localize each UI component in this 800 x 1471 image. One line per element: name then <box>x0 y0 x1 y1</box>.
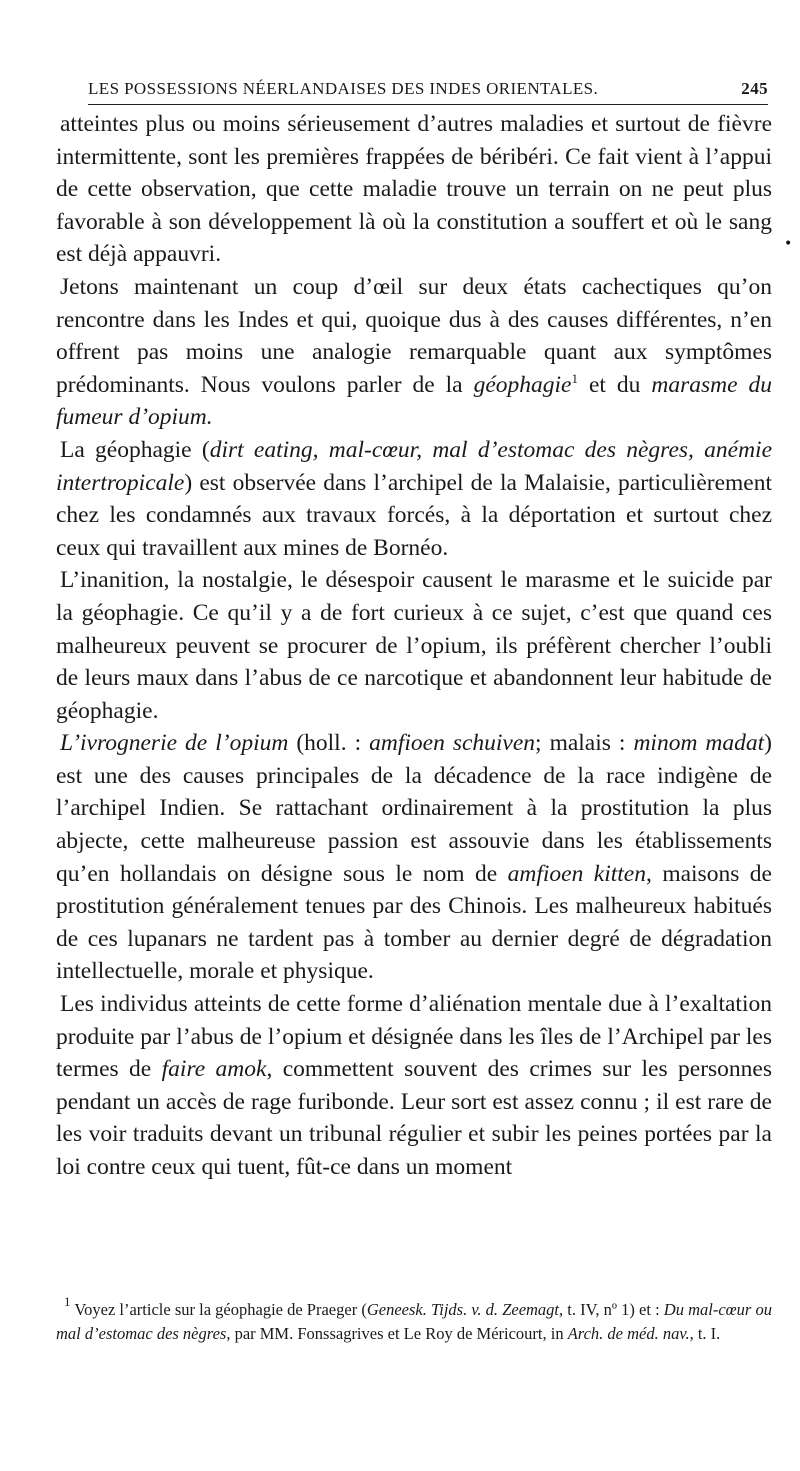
term-geophagie: géophagie <box>473 371 572 398</box>
term-malay: minom madat <box>633 730 765 757</box>
paragraph-4-text: L’inanition, la nostalgie, le désespoir causent le marasme et le suicide par la géophagie. Ce qu’il y a de fort curieux à ce sujet, c’est que quand ces malheureux peuvent se procurer de l’opium, ils préfèrent chercher l’oubli de leurs maux dans l’abus de ce narcotique et abandonnent leur habitude de géophagie. <box>56 567 772 724</box>
running-head <box>88 74 768 105</box>
paragraph-6-text-b: , commettent souvent des crimes sur les personnes pendant un accès de rage furibonde. Leur sort est assez connu ; il est rare de les voir traduits devant un tribunal régulier et subir les peines portées par la loi contre ceux qui tuent, fût-ce dans un moment <box>56 1056 772 1180</box>
paragraph-5 <box>56 727 772 988</box>
paragraph-5-text-b: ; malais : <box>535 730 634 757</box>
paragraph-4 <box>56 564 772 727</box>
term-dutch: amfioen schuiven <box>369 730 536 757</box>
footnote-title-2: Du mal-cœur ou mal d’estomac des nègres <box>56 1300 772 1343</box>
paragraph-2 <box>56 271 772 434</box>
paragraph-5-text: (holl. : <box>288 730 370 757</box>
page-number: 245 <box>741 79 768 98</box>
term-amfioen-kitten: amfioen kitten <box>507 860 646 887</box>
paragraph-2-text: Jetons maintenant un coup d’œil sur deux états cachectiques qu’on rencontre dans les Indes et qui, quoique dus à des causes différentes, n’en offrent pas moins une analogie remarquable quant aux symptômes prédominants. Nous voulons parler de la <box>56 273 772 398</box>
footnotes <box>56 1294 772 1346</box>
paragraph-5-text-d: , maisons de prostitution généralement tenues par des Chinois. Les malheureux habitués de ces lupanars ne tardent pas à tomber au dernier degré de dégradation intellectuelle, morale et physique. <box>56 860 772 985</box>
footnote-mark: 1 <box>64 1294 71 1309</box>
running-head-title: LES POSSESSIONS NÉERLANDAISES DES INDES ORIENTALES. <box>88 79 599 98</box>
body-text <box>56 108 772 1184</box>
term-ivrognerie: L’ivrognerie de l’opium <box>60 730 289 757</box>
paragraph-3-text: La géophagie ( <box>60 436 210 463</box>
footnote-source-2: Arch. de méd. nav. <box>567 1324 690 1343</box>
footnote-text-b: t. IV, nº 1) et : <box>563 1300 664 1319</box>
term-amok: faire amok <box>161 1056 267 1083</box>
paragraph-1-text: atteintes plus ou moins sérieusement d’autres maladies et surtout de fièvre intermittente, sont les premières frappées de béribéri. Ce fait vient à l’appui de cette observation, que cette maladie trouve un terrain on ne peut plus favorable à son développement là où la constitution a souffert et où le sang est déjà appauvri. <box>56 111 772 268</box>
paragraph-6 <box>56 988 772 1184</box>
term-marasme: marasme du fumeur d’opium. <box>56 371 772 431</box>
footnote-text-d: , t. I. <box>689 1324 721 1343</box>
margin-mark: • <box>784 236 793 252</box>
paragraph-3-text-b: ) est observée dans l’archipel de la Malaisie, particulièrement chez les condamnés aux travaux forcés, à la déportation et surtout chez ceux qui travaillent aux mines de Bornéo. <box>56 469 772 561</box>
synonym-terms: dirt eating, mal-cœur, mal d’estomac des nègres, anémie intertropicale <box>56 436 772 496</box>
paragraph-2-text-b: et du <box>577 371 652 398</box>
footnote-text-c: , par MM. Fonssagrives et Le Roy de Méricourt, in <box>226 1324 568 1343</box>
paragraph-1 <box>56 108 772 271</box>
paragraph-5-text-c: ) est une des causes principales de la décadence de la race indigène de l’archipel Indien. Se rattachant ordinairement à la prostitution la plus abjecte, cette malheureuse passion est assouvie dans les établissements qu’en hollandais on désigne sous le nom de <box>56 730 772 887</box>
footnote-reference: 1 <box>571 370 578 386</box>
paragraph-6-text: Les individus atteints de cette forme d’aliénation mentale due à l’exaltation produite par l’abus de l’opium et désignée dans les îles de l’Archipel par les termes de <box>56 991 772 1083</box>
footnote-1 <box>56 1294 772 1346</box>
footnote-text: Voyez l’article sur la géophagie de Praeger ( <box>70 1300 367 1319</box>
footnote-source-1: Geneesk. Tijds. v. d. Zeemagt, <box>366 1300 564 1319</box>
paragraph-3 <box>56 434 772 564</box>
